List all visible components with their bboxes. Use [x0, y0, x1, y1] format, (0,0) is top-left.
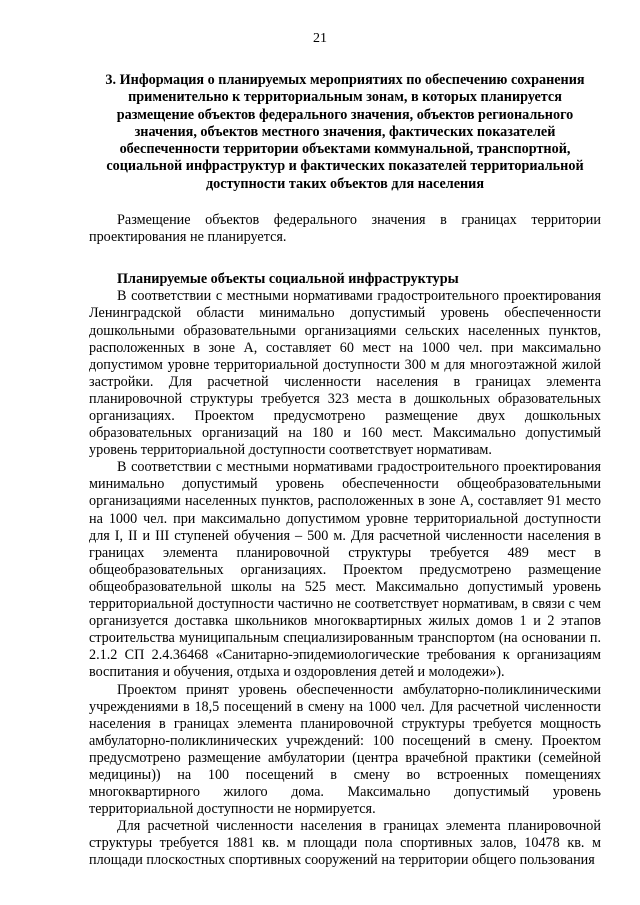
- paragraph-outpatient: Проектом принят уровень обеспеченности амбулаторно-поликлиническими учреждениями в 18,5 посещений в смену на 1000 чел. Для расчетной численности населения в границах элемента планировочной структуры требуется мощность амбулаторно-поликлинических учреждений: 100 посещений в смену. Проектом предусмотрено размещение амбулатории (центра врачебной практики (семейной медицины)) на 100 посещений в смену во встроенных помещениях многоквартирного жилого дома. Максимально допустимый уровень территориальной доступности не нормируется.: [89, 681, 601, 818]
- section-heading: 3. Информация о планируемых мероприятиях по обеспечению сохранения применительно к территориальным зонам, в которых планируется размещение объектов федерального значения, объектов регионального значения, объектов местного значения, фактических показателей обеспеченности территории объектами коммунальной, транспортной, социальной инфраструктур и фактических показателей территориальной доступности таких объектов для населения: [105, 72, 585, 192]
- page-number: 21: [313, 31, 327, 46]
- paragraph-schools: В соответствии с местными нормативами градостроительного проектирования минимально допустимый уровень обеспеченности общеобразовательными организациями населенных пунктов, расположенных в зоне А, составляет 91 место на 1000 чел. при максимально допустимом уровне территориальной доступности для I, II и III ступеней обучения – 500 м. Для расчетной численности населения в границах элемента планировочной структуры требуется 489 мест в общеобразовательных организациях. Проектом предусмотрено размещение общеобразовательной школы на 525 мест. Максимально допустимый уровень территориальной доступности частично не соответствует нормативам, в связи с чем организуется доставка школьников многоквартирных жилых домов 1 и 2 этапов строительства муниципальным специализированным транспортом (на основании п. 2.1.2 СП 2.4.36468 «Санитарно-эпидемиологические требования к организациям воспитания и обучения, отдыха и оздоровления детей и молодежи»).: [89, 459, 601, 681]
- intro-paragraph: Размещение объектов федерального значения в границах территории проектирования не планируется.: [89, 212, 601, 246]
- document-body: [89, 72, 601, 870]
- paragraph-preschool: В соответствии с местными нормативами градостроительного проектирования Ленинградской области минимально допустимый уровень обеспеченности дошкольными образовательными организациями сельских населенных пунктов, расположенных в зоне А, составляет 60 мест на 1000 чел. при максимально допустимом уровне территориальной доступности 300 м для многоэтажной жилой застройки. Для расчетной численности населения в границах элемента планировочной структуры требуется 323 места в дошкольных образовательных организациях. Проектом предусмотрено размещение двух дошкольных образовательных организаций на 180 и 160 мест. Максимально допустимый уровень территориальной доступности соответствует нормативам.: [89, 288, 601, 459]
- subheading-social-infrastructure: Планируемые объекты социальной инфраструктуры: [117, 271, 459, 288]
- paragraph-sports: Для расчетной численности населения в границах элемента планировочной структуры требуется 1881 кв. м площади пола спортивных залов, 10478 кв. м площади плоскостных спортивных сооружений на территории общего пользования: [89, 818, 601, 869]
